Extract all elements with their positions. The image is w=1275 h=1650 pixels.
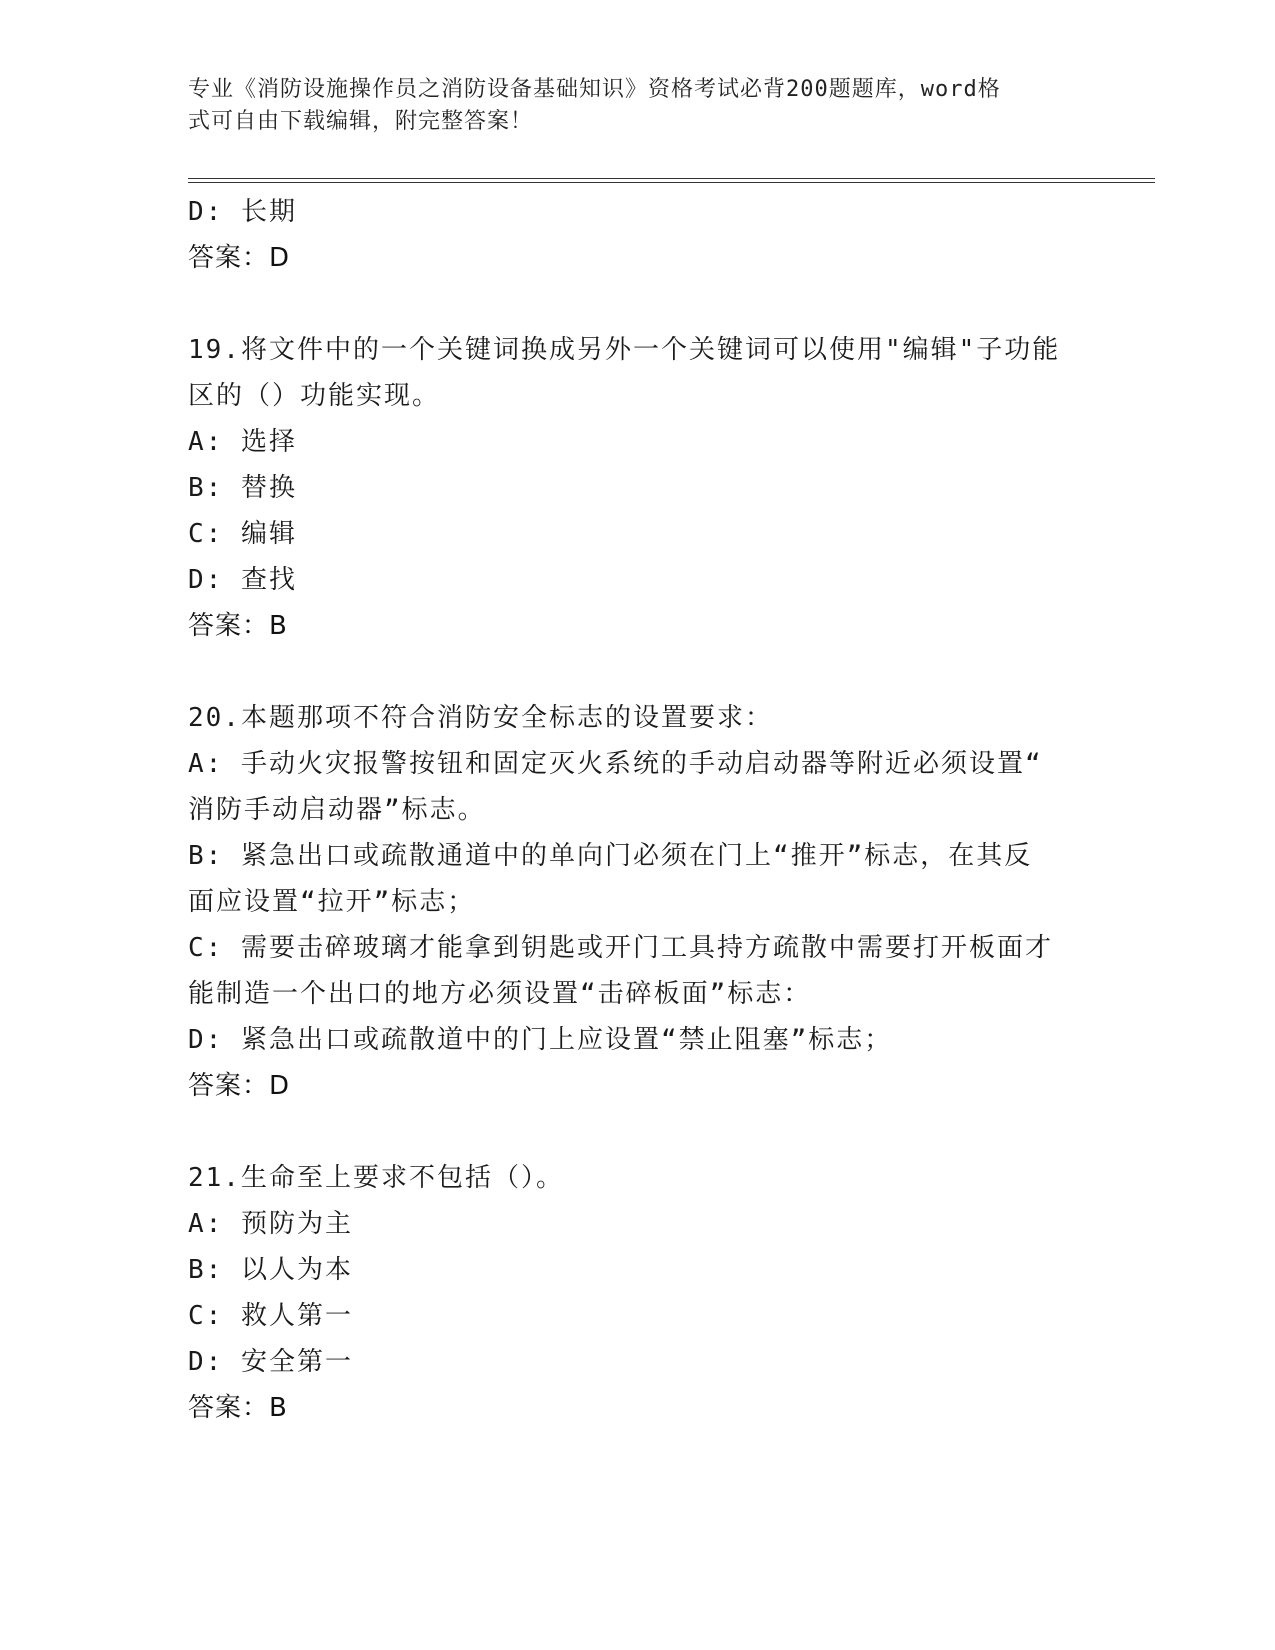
option-b: B: 以人为本	[188, 1255, 353, 1285]
question-content	[188, 189, 1088, 1431]
option-d: D: 紧急出口或疏散道中的门上应设置“禁止阻塞”标志；	[188, 1025, 893, 1055]
option-b-continued: 面应设置“拉开”标志；	[188, 887, 476, 917]
question-stem: 区的（）功能实现。	[188, 381, 441, 411]
header-line-2: 式可自由下载编辑，附完整答案！	[188, 109, 534, 134]
answer-line: 答案：D	[188, 1071, 291, 1101]
spacer	[188, 281, 1088, 327]
option-d: D: 查找	[188, 565, 297, 595]
option-c: C: 需要击碎玻璃才能拿到钥匙或开门工具持方疏散中需要打开板面才	[188, 933, 1053, 963]
answer-line: 答案：D	[188, 243, 291, 273]
option-a: A: 手动火灾报警按钮和固定灭火系统的手动启动器等附近必须设置“	[188, 749, 1043, 779]
spacer	[188, 649, 1088, 695]
question-stem: 19.将文件中的一个关键词换成另外一个关键词可以使用"编辑"子功能	[188, 335, 1061, 365]
option-c-continued: 能制造一个出口的地方必须设置“击碎板面”标志：	[188, 979, 812, 1009]
spacer	[188, 1109, 1088, 1155]
option-c: C: 救人第一	[188, 1301, 353, 1331]
previous-question-tail	[188, 189, 1088, 281]
question-stem: 20.本题那项不符合消防安全标志的设置要求：	[188, 703, 773, 733]
option-b: B: 紧急出口或疏散通道中的单向门必须在门上“推开”标志，在其反	[188, 841, 1033, 871]
header-rule-bottom	[188, 182, 1155, 183]
question-20	[188, 695, 1088, 1109]
question-21	[188, 1155, 1088, 1431]
page-header	[188, 74, 1068, 138]
header-rule-top	[188, 178, 1155, 179]
answer-line: 答案：B	[188, 611, 288, 641]
option-a-continued: 消防手动启动器”标志。	[188, 795, 486, 825]
question-19	[188, 327, 1088, 649]
header-line-1: 专业《消防设施操作员之消防设备基础知识》资格考试必背200题题库，word格	[188, 77, 1001, 102]
option-d: D: 长期	[188, 197, 297, 227]
question-stem: 21.生命至上要求不包括（）。	[188, 1163, 564, 1193]
option-b: B: 替换	[188, 473, 297, 503]
option-d: D: 安全第一	[188, 1347, 353, 1377]
option-c: C: 编辑	[188, 519, 297, 549]
option-a: A: 选择	[188, 427, 297, 457]
answer-line: 答案：B	[188, 1393, 288, 1423]
option-a: A: 预防为主	[188, 1209, 353, 1239]
